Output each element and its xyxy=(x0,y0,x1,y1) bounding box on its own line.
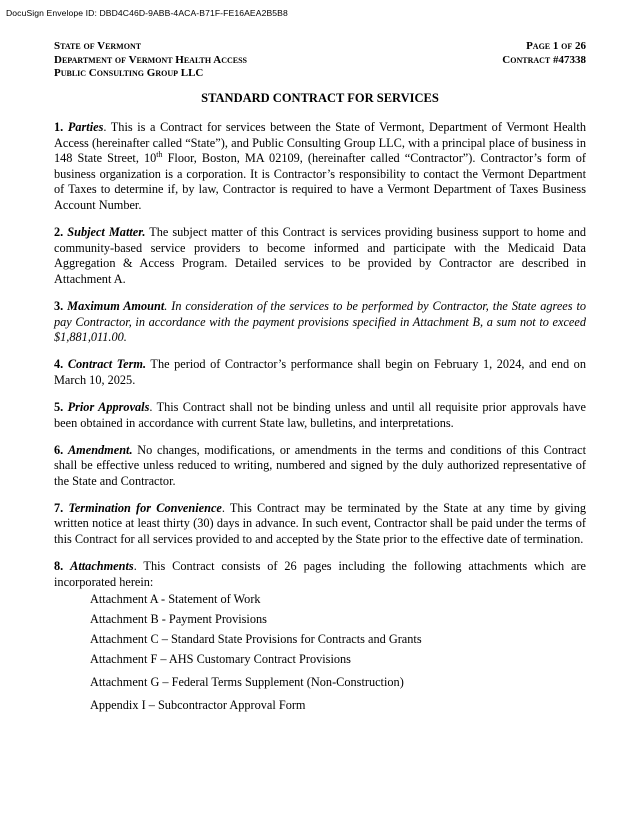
section-text: Floor, Boston, MA 02109, (hereinafter called “Contractor”). Contractor’s form of business organization is a corporation. It is Contractor’s responsibility to contact the Vermont Department of Taxes to determine if, by law, Contractor is required to have a Vermont Department of Taxes Business Account Number. xyxy=(54,151,587,212)
section-heading: Termination for Convenience xyxy=(68,500,222,515)
section-heading: Parties xyxy=(67,120,104,134)
section-contract-term xyxy=(54,357,586,388)
attachment-item: Appendix I – Subcontractor Approval Form xyxy=(90,698,306,713)
section-number: 4. xyxy=(54,357,64,372)
section-number: 3. xyxy=(54,298,64,313)
section-number: 7. xyxy=(54,500,64,515)
section-heading: Subject Matter. xyxy=(67,225,146,240)
attachment-item: Attachment C – Standard State Provisions for Contracts and Grants xyxy=(90,632,422,647)
docusign-envelope-id: DocuSign Envelope ID: DBD4C46D-9ABB-4ACA-B71F-FE16AEA2B5B8 xyxy=(6,8,288,18)
section-parties xyxy=(54,120,586,214)
section-text: No changes, modifications, or amendments in the terms and conditions of this Contract shall be effective unless reduced to writing, numbered and signed by the duly authorized representative of the State and Contractor. xyxy=(54,442,587,488)
section-text: . In consideration of the services to be performed by Contractor, the State agrees to pay Contractor, in accordance with the payment provisions specified in Attachment B, a sum not to exceed $1,881,011.00. xyxy=(54,298,587,345)
section-number: 6. xyxy=(54,442,64,457)
document-header xyxy=(54,40,586,81)
section-number: 1. xyxy=(54,120,64,134)
attachment-item: Attachment A - Statement of Work xyxy=(90,592,261,607)
header-state: State of Vermont xyxy=(54,40,142,52)
section-subject-matter xyxy=(54,225,586,287)
contract-body xyxy=(54,120,586,718)
header-page-number: Page 1 of 26 xyxy=(526,40,586,52)
section-text: . This is a Contract for services between the State of Vermont, Department of Vermont Health Access (hereinafter called “State”), and Public Consulting Group LLC, with a principal place of business in 148 State Street, 10 xyxy=(54,120,586,166)
section-maximum-amount xyxy=(54,299,586,346)
section-text: The period of Contractor’s performance shall begin on February 1, 2024, and end on March 10, 2025. xyxy=(54,357,586,387)
attachment-item: Attachment G – Federal Terms Supplement (Non-Construction) xyxy=(90,675,404,690)
header-department: Department of Vermont Health Access xyxy=(54,53,247,66)
section-amendment xyxy=(54,443,586,490)
section-heading: Contract Term. xyxy=(67,357,147,372)
section-text: . This Contract may be terminated by the State at any time by giving written notice at least thirty (30) days in advance. In such event, Contractor shall be paid under the terms of this Contract for all services provided to and accepted by the State prior to the effective date of termination. xyxy=(54,500,586,547)
section-text: The subject matter of this Contract is services providing business support to home and community-based service providers to become informed and participate with the Medicaid Data Aggregation & Access Program. Detailed services to be provided by Contractor are described in Attachment A. xyxy=(54,225,587,286)
attachment-list xyxy=(90,592,586,713)
section-heading: Prior Approvals xyxy=(67,399,150,414)
section-prior-approvals xyxy=(54,400,586,431)
section-number: 8. xyxy=(54,559,64,574)
attachment-item: Attachment F – AHS Customary Contract Provisions xyxy=(90,652,351,667)
section-text: . This Contract shall not be binding unless and until all requisite prior approvals have been obtained in accordance with current State law, bulletins, and interpretations. xyxy=(54,399,586,430)
header-contractor: Public Consulting Group LLC xyxy=(54,67,204,79)
document-title: STANDARD CONTRACT FOR SERVICES xyxy=(201,91,439,105)
superscript: th xyxy=(156,150,163,160)
section-heading: Maximum Amount xyxy=(67,298,165,313)
attachment-item: Attachment B - Payment Provisions xyxy=(90,612,267,627)
section-heading: Amendment. xyxy=(67,442,133,457)
section-heading: Attachments xyxy=(70,559,134,574)
section-number: 5. xyxy=(54,399,64,414)
section-text: . This Contract consists of 26 pages including the following attachments which are incorporated herein: xyxy=(54,559,587,589)
section-termination xyxy=(54,501,586,548)
header-contract-number: Contract #47338 xyxy=(502,53,586,66)
section-attachments xyxy=(54,559,586,590)
section-number: 2. xyxy=(54,225,64,240)
